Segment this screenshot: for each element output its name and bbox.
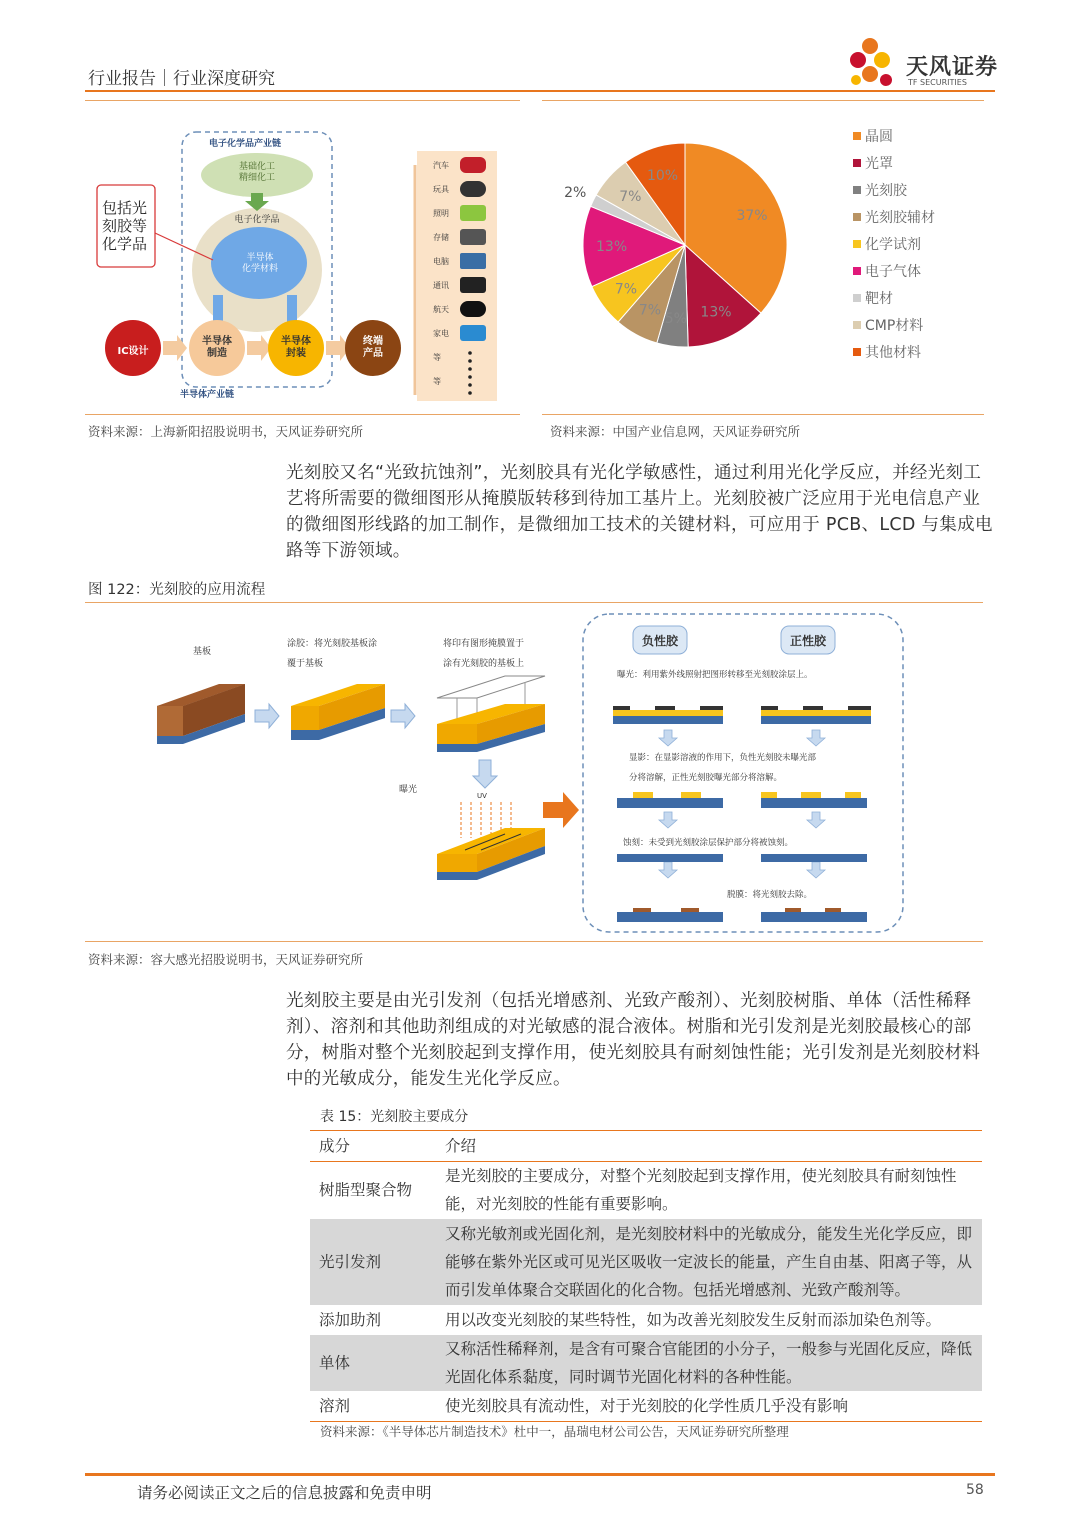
table15-caption: 表 15：光刻胶主要成分: [320, 1109, 469, 1125]
step-strip-text: 脱膜：将光刻胶去除。: [727, 890, 813, 900]
exposure-label: 曝光: [399, 785, 418, 795]
industry-chain-diagram: [85, 105, 520, 410]
pie-slice-label: 13%: [596, 239, 628, 256]
fig122-top-rule: [85, 602, 983, 603]
fig-right-source: 资料来源：中国产业信息网，天风证券研究所: [550, 424, 801, 439]
app-item: 通讯: [433, 281, 449, 290]
legend-item: [853, 176, 935, 203]
legend-label: 光刻胶辅材: [865, 209, 935, 226]
footer-disclaimer: 请务必阅读正文之后的信息披露和免责申明: [137, 1484, 432, 1502]
pie-slice-label: 2%: [564, 184, 587, 201]
header-rule: [85, 90, 995, 92]
legend-label: 电子气体: [865, 263, 921, 280]
logo-name: 天风证券: [906, 55, 999, 80]
pie-slice-label: 37%: [736, 208, 768, 225]
pie-slice-label: 10%: [646, 168, 679, 185]
legend-item: [853, 203, 935, 230]
legend-label: 其他材料: [865, 344, 921, 361]
basic-chem-label: 基础化工 精细化工: [238, 162, 275, 183]
table-row: [310, 1305, 982, 1335]
table-cell-name: 添加助剂: [319, 1311, 382, 1329]
table-cell-name: 溶剂: [319, 1396, 351, 1415]
table-cell-name: 树脂型聚合物: [319, 1181, 413, 1200]
pie-slice-label: 7%: [614, 281, 638, 298]
components-table: [310, 1131, 982, 1422]
legend-item: [853, 284, 935, 311]
app-item: 等: [433, 377, 441, 386]
app-item: 家电: [433, 329, 449, 338]
table-cell-desc: 又称活性稀释剂，是含有可聚合官能团的小分子，一般参与光固化反应，降低光固化体系黏度，同时调节光固化材料的各种性能。: [436, 1335, 982, 1391]
table-header-row: [310, 1131, 982, 1161]
app-item: 玩具: [433, 185, 449, 194]
pie-chart: [545, 105, 845, 410]
table-header-cell: 成分: [319, 1136, 351, 1155]
table-cell-name: 单体: [310, 1335, 436, 1391]
legend-label: 晶圆: [865, 128, 893, 145]
legend-item: [853, 257, 935, 284]
legend-swatch: [853, 159, 861, 167]
mask-label: 将印有图形掩膜置于 涂有光刻胶的基板上: [443, 639, 525, 669]
legend-item: [853, 149, 935, 176]
legend-swatch: [853, 267, 861, 275]
pie-slice-label: 7%: [638, 302, 662, 319]
fig-left-source: 资料来源：上海新阳招股说明书，天风证券研究所: [88, 424, 364, 439]
fig122-source: 资料来源：容大感光招股说明书，天风证券研究所: [88, 952, 364, 967]
coating-label: 涂胶：将光刻胶基板涂 覆于基板: [287, 639, 378, 669]
pie-slice-label: 7%: [619, 188, 642, 205]
legend-item: [853, 230, 935, 257]
legend-swatch: [853, 348, 861, 356]
step-etch-text: 蚀刻：未受到光刻胶涂层保护部分将被蚀刻。: [623, 838, 794, 848]
pie-slice-label: 13%: [700, 304, 732, 321]
app-item: 电脑: [433, 257, 449, 266]
substrate-label: 基板: [193, 647, 212, 657]
app-item: 航天: [433, 305, 449, 314]
app-item: 汽车: [433, 161, 449, 170]
uv-label: UV: [477, 792, 487, 800]
table-header-cell: 介绍: [445, 1136, 477, 1155]
table-row: [310, 1335, 982, 1391]
chain-title: 电子化学品产业链: [209, 139, 282, 149]
legend-swatch: [853, 294, 861, 302]
legend-label: CMP材料: [865, 317, 924, 334]
legend-swatch: [853, 240, 861, 248]
photoresist-process-diagram: [85, 606, 983, 938]
callout-text: 包括光 刻胶等 化学品: [102, 199, 148, 253]
legend-item: [853, 338, 935, 365]
legend-swatch: [853, 213, 861, 221]
semi-chain-label: 半导体产业链: [180, 390, 235, 400]
table-cell-desc: 使光刻胶具有流动性，对于光刻胶的化学性质几乎没有影响: [445, 1396, 849, 1415]
header-breadcrumb: 行业报告｜行业深度研究: [88, 69, 275, 89]
page-number: 58: [966, 1482, 984, 1498]
app-item: 存储: [433, 233, 449, 242]
app-item: 等: [433, 353, 441, 362]
logo-subtitle: TF SECURITIES: [908, 78, 967, 87]
fig-right-top-rule: [542, 100, 984, 101]
legend-label: 化学试剂: [865, 236, 921, 253]
fig-left-top-rule: [85, 100, 520, 101]
paragraph-2: 光刻胶主要是由光引发剂（包括光增感剂、光致产酸剂）、光刻胶树脂、单体（活性稀释剂）、溶剂和其他助剂组成的对光敏感的混合液体。树脂和光引发剂是光刻胶最核心的部分，树脂对整个光刻胶起到支撑作用，使光刻胶具有耐刻蚀性能；光引发剂是光刻胶材料中的光敏成分，能发生光化学反应。: [286, 991, 981, 1089]
app-item: 照明: [433, 209, 449, 218]
table-cell-desc: 又称光敏剂或光固化剂，是光刻胶材料中的光敏成分，能发生光化学反应，即能够在紫外光区或可见光区吸收一定波长的能量，产生自由基、阳离子等，从而引发单体聚合交联固化的化合物。包括光增感剂、光致产酸剂等。: [436, 1219, 982, 1305]
legend-label: 光刻胶: [865, 182, 907, 199]
semi-material-label: 半导体 化学材料: [241, 253, 278, 274]
ic-design-label: IC设计: [117, 346, 149, 357]
fig122-caption: 图 122：光刻胶的应用流程: [88, 582, 266, 598]
footer-rule: [85, 1473, 995, 1476]
legend-item: [853, 122, 935, 149]
positive-resist-label: 正性胶: [789, 634, 826, 648]
pie-slice-label: 5%: [664, 310, 687, 327]
pie-chart-figure: [545, 105, 985, 410]
table15-source: 资料来源：《半导体芯片制造技术》杜中一，晶瑞电材公司公告，天风证券研究所整理: [320, 1424, 789, 1439]
logo-icon: [846, 36, 906, 92]
step-expose-text: 曝光：利用紫外线照射把图形转移至光刻胶涂层上。: [617, 670, 813, 680]
table-cell-desc: 用以改变光刻胶的某些特性，如为改善光刻胶发生反射而添加染色剂等。: [445, 1311, 942, 1329]
elec-chem-label: 电子化学品: [234, 215, 280, 225]
legend-swatch: [853, 132, 861, 140]
fig-right-bottom-rule: [542, 414, 984, 415]
table-row: [310, 1161, 982, 1219]
pie-legend: [853, 122, 935, 365]
table-row: [310, 1391, 982, 1421]
fig122-bottom-rule: [85, 941, 983, 942]
legend-label: 光罩: [865, 155, 893, 172]
table-cell-name: 光引发剂: [310, 1219, 436, 1305]
step-develop-text: 显影：在显影溶液的作用下，负性光刻胶未曝光部 分将溶解，正性光刻胶曝光部分将溶解。: [629, 753, 817, 783]
semi-mfg-label: 半导体 制造: [202, 336, 232, 359]
legend-label: 靶材: [865, 290, 893, 307]
negative-resist-label: 负性胶: [641, 634, 678, 648]
legend-swatch: [853, 186, 861, 194]
legend-item: [853, 311, 935, 338]
semi-pack-label: 半导体 封装: [281, 336, 311, 359]
app-list: [433, 158, 457, 398]
terminal-label: 终端 产品: [363, 336, 383, 359]
fig-left-bottom-rule: [85, 414, 520, 415]
table-cell-desc: 是光刻胶的主要成分，对整个光刻胶起到支撑作用，使光刻胶具有耐刻蚀性能，对光刻胶的性能有重要影响。: [445, 1167, 957, 1214]
legend-swatch: [853, 321, 861, 329]
paragraph-1: 光刻胶又名“光致抗蚀剂”，光刻胶具有光化学敏感性，通过利用光化学反应，并经光刻工艺将所需要的微细图形从掩膜版转移到待加工基片上。光刻胶被广泛应用于光电信息产业的微细图形线路的加工制作，是微细加工技术的关键材料，可应用于 PCB、LCD 与集成电路等下游领域。: [286, 463, 993, 561]
table-row: [310, 1219, 982, 1305]
